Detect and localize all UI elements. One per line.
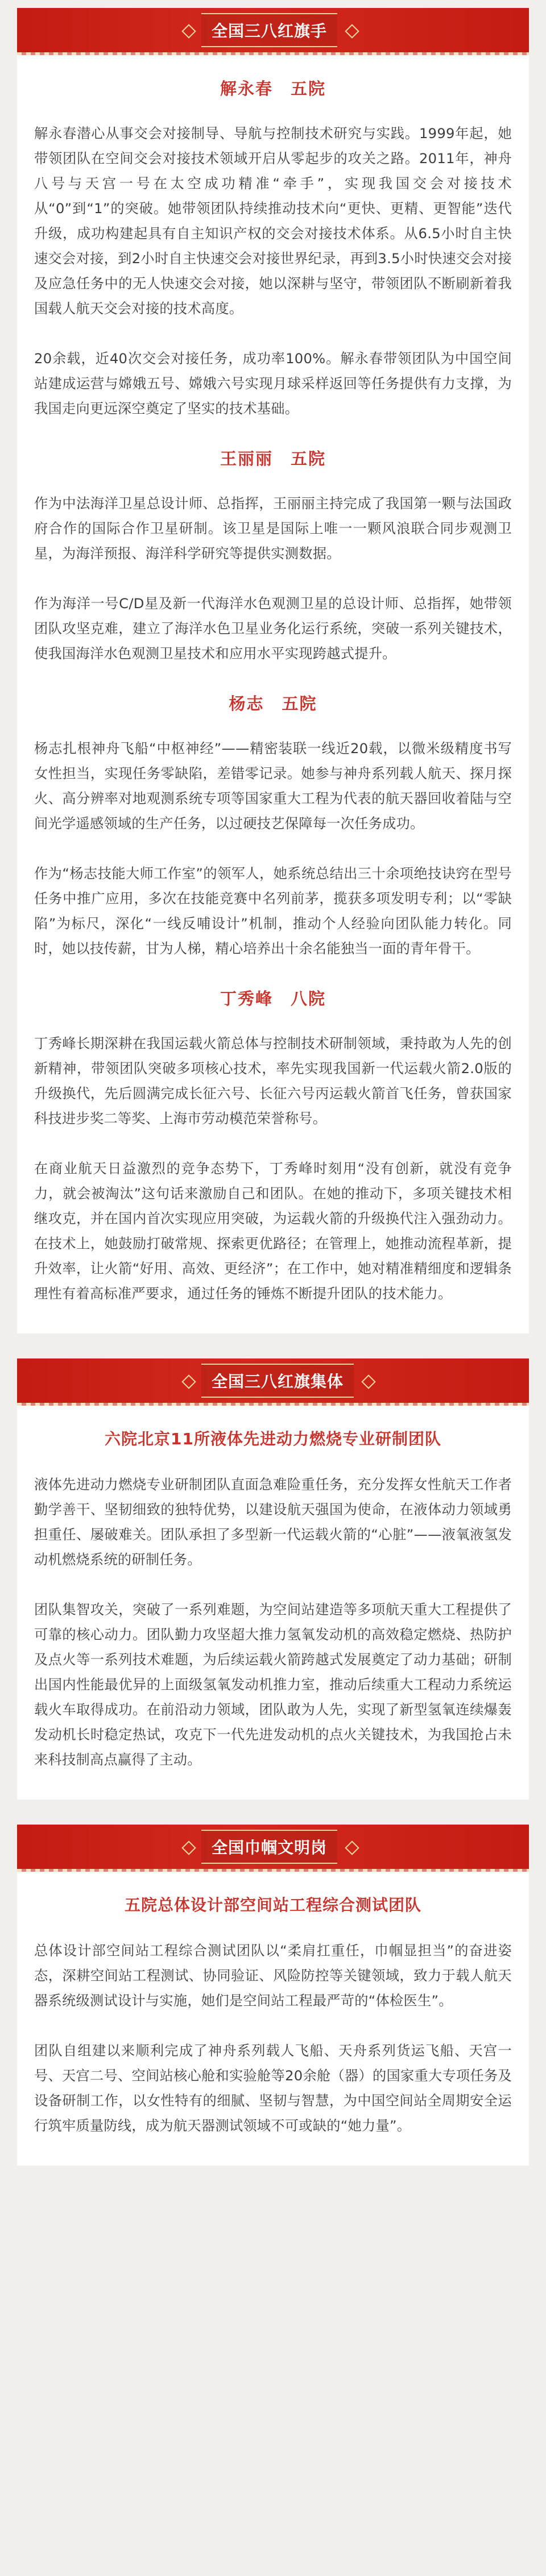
section-title: 全国三八红旗手 — [201, 13, 337, 47]
section-title: 全国三八红旗集体 — [201, 1364, 354, 1398]
paragraph: 液体先进动力燃烧专业研制团队直面急难险重任务，充分发挥女性航天工作者勤学善干、坚韧细致的独特优势，以建设航天强国为使命，在液体动力领域勇担重任、屡破难关。团队承担了多型新一代运载火箭的“心脏”——液氧液氢发动机燃烧系统的研制任务。 — [34, 1477, 512, 1568]
person-name: 杨志 五院 — [229, 694, 317, 713]
diamond-ornament-icon — [345, 1841, 357, 1852]
section-honor-collective — [17, 1358, 529, 1800]
paragraph: 作为中法海洋卫星总设计师、总指挥，王丽丽主持完成了我国第一颗与法国政府合作的国际合作卫星研制。该卫星是国际上唯一一颗风浪联合同步观测卫星，为海洋预报、海洋科学研究等提供实测数据。 — [34, 496, 512, 562]
section-civilized-post — [17, 1825, 529, 2166]
person-name: 王丽丽 五院 — [220, 449, 326, 468]
team-name: 五院总体设计部空间站工程综合测试团队 — [124, 1896, 421, 1914]
diamond-ornament-icon — [182, 1375, 193, 1386]
person-name: 解永春 五院 — [220, 79, 326, 98]
paragraph: 20余载，近40次交会对接任务，成功率100%。解永春带领团队为中国空间站建成运营与嫦娥五号、嫦娥六号实现月球采样返回等任务提供有力支撑，为我国走向更远深空奠定了坚实的技术基础。 — [34, 351, 512, 417]
paragraph: 在商业航天日益激烈的竞争态势下，丁秀峰时刻用“没有创新，就没有竞争力，就会被淘汰”这句话来激励自己和团队。在她的推动下，多项关键技术相继攻克，并在国内首次实现应用突破，为运载火箭的升级换代注入强劲动力。在技术上，她鼓励打破常规、探索更优路径；在管理上，她推动流程革新，提升效率，让火箭“好用、高效、更经济”；在工作中，她对精准精细度和逻辑条理性有着高标准严要求，通过任务的锤炼不断提升团队的技术能力。 — [34, 1161, 512, 1302]
team-name: 六院北京11所液体先进动力燃烧专业研制团队 — [105, 1430, 441, 1448]
section-title: 全国巾帼文明岗 — [201, 1830, 337, 1864]
person-name: 丁秀峰 八院 — [220, 989, 326, 1008]
paragraph: 团队自组建以来顺利完成了神舟系列载人飞船、天舟系列货运飞船、天宫一号、天宫二号、空间站核心舱和实验舱等20余舱（器）的国家重大专项任务及设备研制工作，以女性特有的细腻、坚韧与智慧，为中国空间站全周期安全运行筑牢质量防线，成为航天器测试领域不可或缺的“她力量”。 — [34, 2043, 512, 2134]
diamond-ornament-icon — [182, 1841, 193, 1852]
diamond-ornament-icon — [362, 1375, 373, 1386]
paragraph: 作为“杨志技能大师工作室”的领军人，她系统总结出三十余项绝技诀窍在型号任务中推广应用，多次在技能竞赛中名列前茅，揽获多项发明专利；以“零缺陷”为标尺，深化“一线反哺设计”机制，推动个人经验向团队能力转化。同时，她以技传薪，甘为人梯，精心培养出十余名能独当一面的青年骨干。 — [34, 866, 512, 957]
section-header — [17, 1825, 529, 1869]
section-honor-individual — [17, 8, 529, 1333]
paragraph: 杨志扎根神舟飞船“中枢神经”——精密装联一线近20载，以微米级精度书写女性担当，实现任务零缺陷，差错零记录。她参与神舟系列载人航天、探月探火、高分辨率对地观测系统专项等国家重大工程为代表的航天器回收着陆与空间光学遥感领域的生产任务，以过硬技艺保障每一次任务成功。 — [34, 741, 512, 832]
paragraph: 团队集智攻关，突破了一系列难题，为空间站建造等多项航天重大工程提供了可靠的核心动力。团队勤力攻坚超大推力氢氧发动机的高效稳定燃烧、热防护及点火等一系列技术难题，为后续运载火箭跨越式发展奠定了动力基础；研制出国内性能最优异的上面级氢氧发动机推力室，推动后续重大工程动力系统运载火车取得成功。在前沿动力领域，团队敢为人先，实现了新型氢氧连续爆轰发动机长时稳定热试，攻克下一代先进发动机的点火关键技术，为我国抢占未来科技制高点赢得了主动。 — [34, 1602, 512, 1768]
paragraph: 总体设计部空间站工程综合测试团队以“柔肩扛重任，巾帼显担当”的奋进姿态，深耕空间站工程测试、协同验证、风险防控等关键领域，致力于载人航天器系统级测试设计与实施，她们是空间站工程最严苛的“体检医生”。 — [34, 1943, 512, 2009]
section-header — [17, 8, 529, 52]
paragraph: 丁秀峰长期深耕在我国运载火箭总体与控制技术研制领域，秉持敢为人先的创新精神，带领团队突破多项核心技术，率先实现我国新一代运载火箭2.0版的升级换代，先后圆满完成长征六号、长征六号丙运载火箭首飞任务，曾获国家科技进步奖二等奖、上海市劳动模范荣誉称号。 — [34, 1036, 512, 1127]
diamond-ornament-icon — [345, 24, 357, 36]
diamond-ornament-icon — [182, 24, 193, 36]
paragraph: 解永春潜心从事交会对接制导、导航与控制技术研究与实践。1999年起，她带领团队在空间交会对接技术领域开启从零起步的攻关之路。2011年，神舟八号与天宫一号在太空成功精准“牵手”，实现我国交会对接技术从“0”到“1”的突破。她带领团队持续推动技术向“更快、更精、更智能”迭代升级，成功构建起具有自主知识产权的交会对接技术体系。从6.5小时自主快速交会对接，到2小时自主快速交会对接世界纪录，再到3.5小时快速交会对接及应急任务中的无人快速交会对接，她以深耕与坚守，带领团队不断刷新着我国载人航天交会对接的技术高度。 — [34, 126, 512, 317]
section-header — [17, 1358, 529, 1403]
paragraph: 作为海洋一号C/D星及新一代海洋水色观测卫星的总设计师、总指挥，她带领团队攻坚克难，建立了海洋水色卫星业务化运行系统，突破一系列关键技术，使我国海洋水色观测卫星技术和应用水平实现跨越式提升。 — [34, 596, 512, 662]
